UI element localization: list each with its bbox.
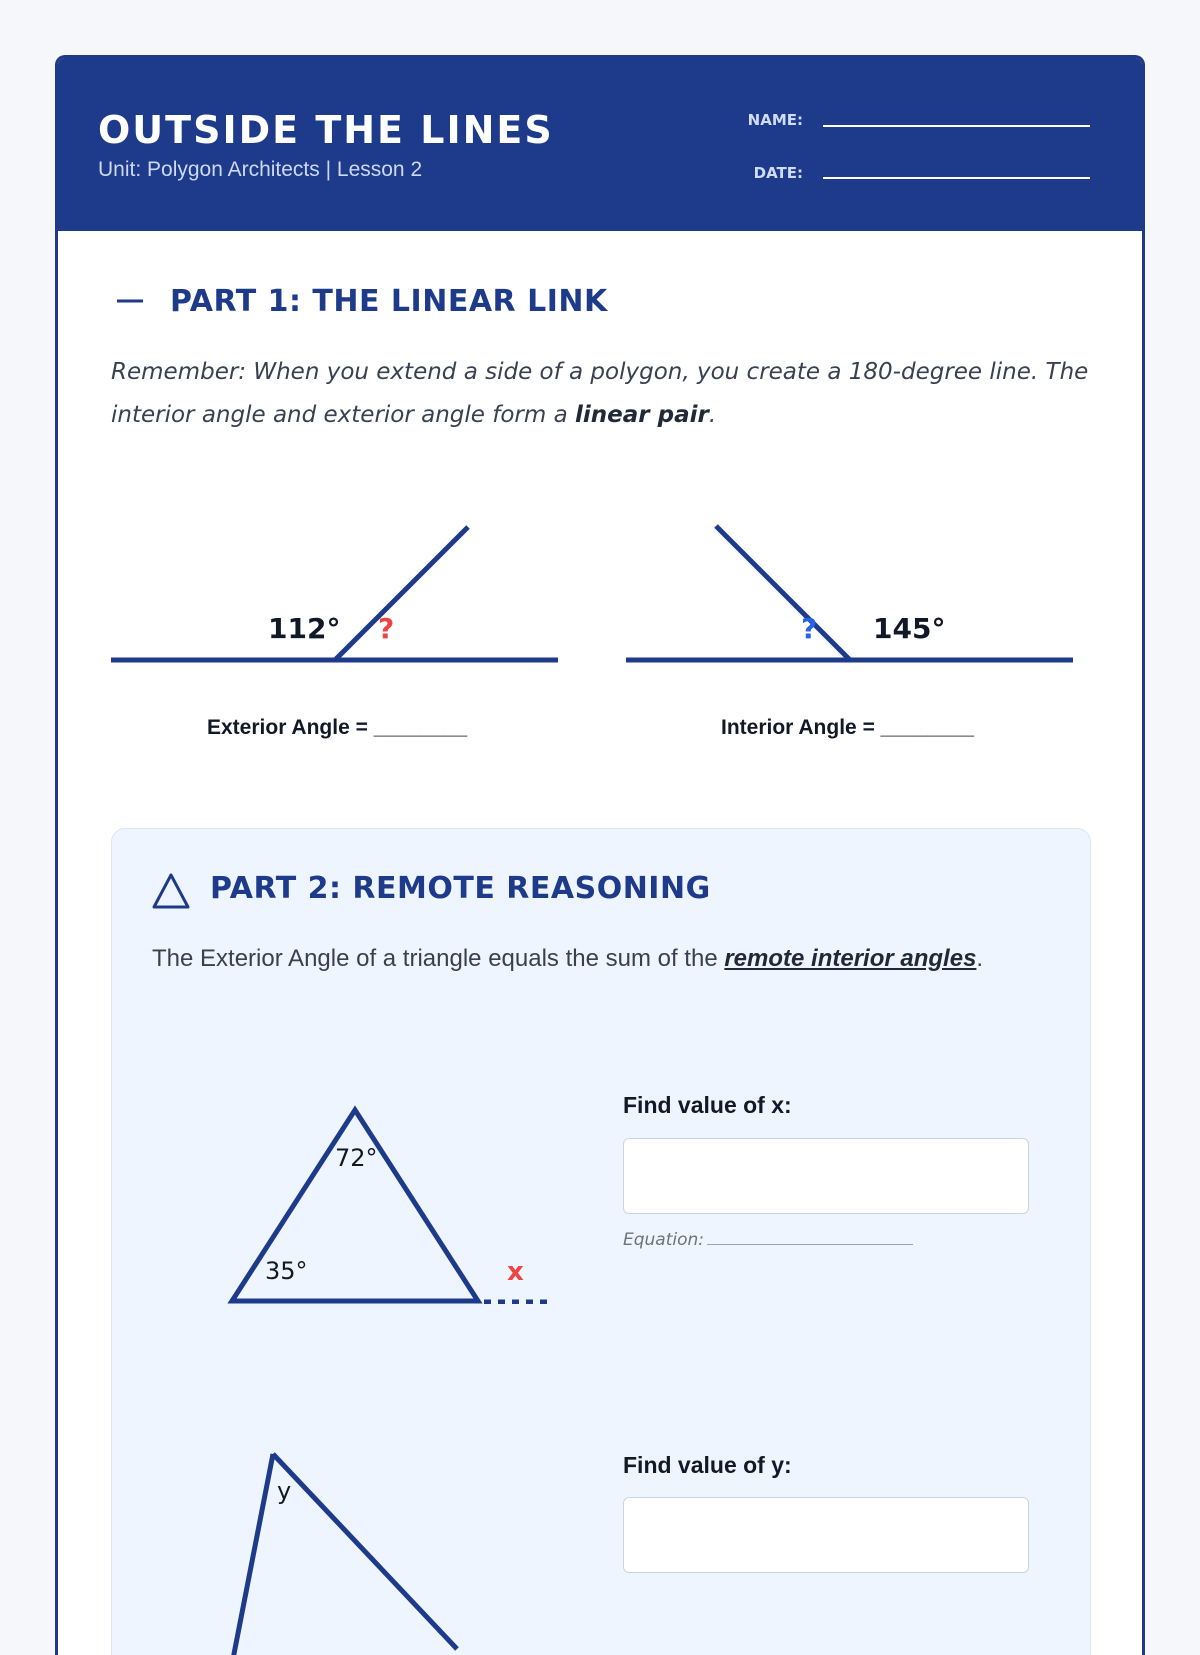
angle-35: 35°: [265, 1257, 308, 1285]
given-angle-145: 145°: [873, 612, 946, 645]
ray: [716, 526, 850, 660]
exterior-angle-answer[interactable]: Exterior Angle = ________: [207, 716, 468, 739]
worksheet-header: [58, 58, 1142, 231]
date-field[interactable]: [823, 177, 1090, 179]
worksheet-subtitle: Unit: Polygon Architects | Lesson 2: [98, 158, 423, 181]
unknown-angle-marker: ?: [801, 612, 818, 645]
linear-pair-term: linear pair: [575, 402, 709, 428]
name-field[interactable]: [823, 125, 1090, 127]
given-angle-112: 112°: [268, 612, 341, 645]
linear-pair-diagram-1: [98, 508, 568, 678]
triangle-icon: [150, 871, 192, 911]
name-label: NAME:: [747, 111, 803, 129]
interior-angle-answer[interactable]: Interior Angle = ________: [721, 716, 975, 739]
remote-interior-angles-term: remote interior angles: [724, 945, 977, 972]
part1-title: PART 1: THE LINEAR LINK: [170, 284, 608, 319]
angle-72: 72°: [335, 1144, 378, 1172]
worksheet-title: OUTSIDE THE LINES: [98, 108, 554, 152]
part1-intro: Remember: When you extend a side of a polygon, you create a 180-degree line. The interior angle and exterior angle form a linear pair.: [111, 359, 1089, 428]
triangle-shape: [233, 1454, 457, 1655]
part2-panel: [111, 828, 1091, 1655]
date-label: DATE:: [753, 164, 803, 182]
part2-rule: The Exterior Angle of a triangle equals the sum of the remote interior angles.: [152, 945, 984, 972]
find-x-label: Find value of x:: [623, 1092, 792, 1118]
find-y-label: Find value of y:: [623, 1452, 792, 1478]
equation-line[interactable]: Equation:: [623, 1230, 913, 1250]
y-answer-input[interactable]: [623, 1497, 1029, 1573]
worksheet-card: [55, 55, 1145, 1655]
unknown-angle-marker: ?: [378, 612, 395, 645]
x-answer-input[interactable]: [623, 1138, 1029, 1214]
unknown-x: x: [507, 1257, 524, 1287]
linear-pair-diagram-2: [618, 508, 1088, 678]
part2-title: PART 2: REMOTE REASONING: [210, 871, 711, 906]
ray: [335, 527, 468, 660]
minus-icon: [115, 294, 145, 308]
triangle-problem-y: [137, 1434, 497, 1655]
angle-y: y: [277, 1477, 292, 1505]
triangle-problem-x: [212, 1074, 572, 1304]
